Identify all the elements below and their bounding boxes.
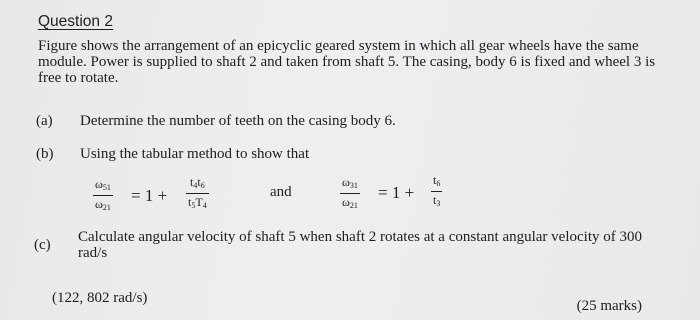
eq2-rhs-fraction: [431, 173, 442, 211]
eq1-rhs-denominator: $t_5T_4$: [188, 195, 207, 210]
eq1-rhs-numerator: $t_4t_6$: [190, 175, 205, 190]
eq2-rhs-numerator: $t_6$: [433, 173, 441, 188]
part-c-text: Calculate angular velocity of shaft 5 when shaft 2 rotates at a constant angular velocity of 300 rad/s: [78, 229, 642, 261]
answer-text: (122, 802 rad/s): [52, 290, 148, 306]
question-intro: Figure shows the arrangement of an epicyclic geared system in which all gear wheels have the same module. Power is supplied to shaft 2 and taken from shaft 5. The casing, body 6 is fixed and wheel 3 is free to rotate.: [38, 38, 656, 86]
eq2-rhs-denominator: $t_3$: [433, 193, 441, 208]
marks-text: (25 marks): [576, 298, 642, 314]
eq1-lhs-fraction: [93, 177, 113, 215]
part-a-label: (a): [36, 113, 53, 129]
part-b-label: (b): [36, 146, 54, 162]
question-heading: Question 2: [38, 13, 113, 30]
eq1-rhs-fraction: [186, 175, 209, 213]
eq2-lhs-fraction: [340, 175, 360, 213]
eq2-lhs-numerator: $\omega_{31}$: [342, 175, 358, 190]
equation-connector: and: [270, 184, 292, 200]
eq2-lhs-denominator: $\omega_{21}$: [342, 195, 358, 210]
part-b-text: Using the tabular method to show that: [80, 146, 310, 162]
eq1-lhs-numerator: $\omega_{51}$: [95, 177, 111, 192]
part-c-label: (c): [34, 237, 51, 253]
eq1-lhs-denominator: $\omega_{21}$: [95, 197, 111, 212]
part-a-text: Determine the number of teeth on the casing body 6.: [80, 113, 396, 129]
eq1-equals: = 1 +: [131, 186, 168, 205]
eq2-equals: = 1 +: [378, 183, 415, 202]
